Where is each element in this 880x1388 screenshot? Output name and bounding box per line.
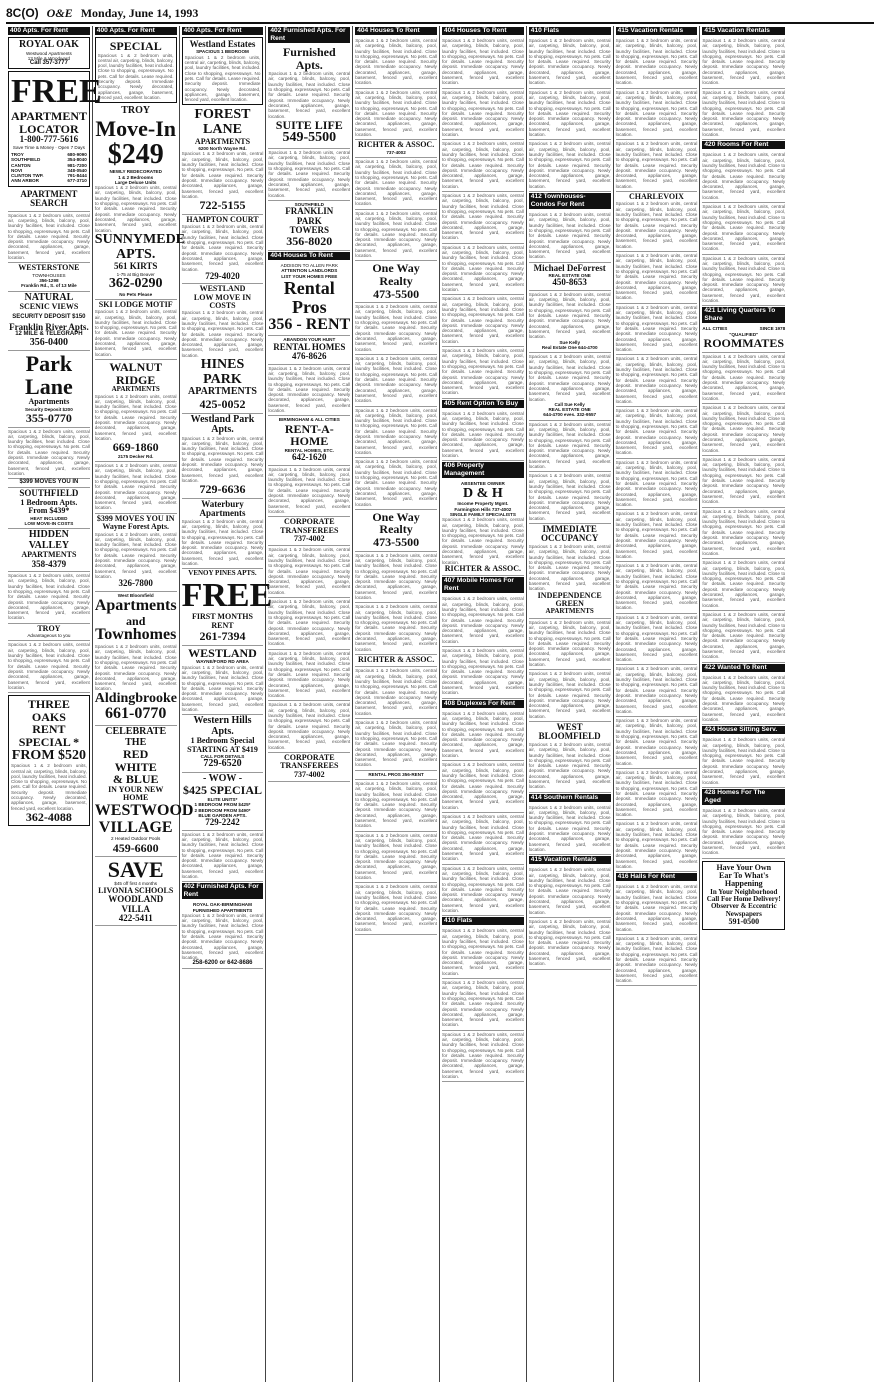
ad-text: Spacious 1 & 2 bedroom units, central air, carpeting, blinds, balcony, pool, laundry facilities, heat included. Close to shopping, expressways. No pets. Call for details. Lease required. Security deposit. Immediate occupancy. Newly decorated, appliances, garage, basement, fenced yard, excellent location. [355, 37, 437, 89]
ad-richter: RICHTER & ASSOC. 737-4002 [355, 140, 437, 158]
section-header: 428 Homes For The Aged [702, 789, 785, 805]
ad-southfield: SOUTHFIELD 1 Bedroom Apts. From $439* HEAT INCLUDED LOW MOVE-IN COSTS [8, 488, 90, 529]
ad-charlevoix: CHARLEVOIX Spacious 1 & 2 bedroom units, central air, carpeting, blinds, balcony, pool, laundry facilities, heat included. Close to shopping, expressways. No pets. Call for details. Lease required. Security deposit. Immediate occupancy. Newly decorated, appliances, garage, basement, fenced yard, excellent location. [616, 192, 698, 252]
ad-text: Spacious 1 & 2 bedroom units, central air, carpeting, blinds, balcony, pool, laundry facilities, heat included. Close to shopping, expressways. No pets. Call for details. Lease required. Security deposit. Immediate occupancy. Newly decorated, appliances, garage, basement, fenced yard, excellent location. [616, 510, 698, 562]
column-9 [700, 26, 787, 1382]
column-7 [527, 26, 614, 1382]
section-header: 405 Rent Option To Buy [442, 400, 524, 408]
ad-text: Spacious 1 & 2 bedroom units, central air, carpeting, blinds, balcony, pool, laundry facilities, heat included. Close to shopping, expressways. No pets. Call for details. Lease required. Security deposit. Immediate occupancy. Newly decorated, appliances, garage, basement, fenced yard, excellent location. [355, 355, 437, 407]
ad-text: Spacious 1 & 2 bedroom units, central air, carpeting, blinds, balcony, pool, laundry facilities, heat included. Close to shopping, expressways. No pets. Call for details. Lease required. Security deposit. Immediate occupancy. Newly decorated, appliances, garage, basement, fenced yard, excellent location. [529, 866, 611, 918]
ad-text: Spacious 1 & 2 bedroom units, central air, carpeting, blinds, balcony, pool, laundry facilities, heat included. Close to shopping, expressways. No pets. Call for details. Lease required. Security deposit. Immediate occupancy. Newly decorated, appliances, garage, basement, fenced yard, excellent location. [702, 736, 785, 788]
ad-text: Spacious 1 & 2 bedroom units, central air, carpeting, blinds, balcony, pool, laundry facilities, heat included. Close to shopping, expressways. No pets. Call for details. Lease required. Security deposit. Immediate occupancy. Newly decorated, appliances, garage, basement, fenced yard, excellent location. [616, 769, 698, 821]
ad-westland-wayne: WESTLAND WAYNE/FORD RD AREA Spacious 1 & 2 bedroom units, central air, carpeting, blinds, balcony, pool, laundry facilities, heat included. Close to shopping, expressways. No pets. Call for details. Lease required. Security deposit. Immediate occupancy. Newly decorated, appliances, garage, basement, fenced yard, excellent location. [182, 646, 264, 716]
ad-text: Spacious 1 & 2 bedroom units, central air, carpeting, blinds, balcony, pool, laundry facilities, heat included. Close to shopping, expressways. No pets. Call for details. Lease required. Security deposit. Immediate occupancy. Newly decorated, appliances, garage, basement, fenced yard, excellent location. [616, 407, 698, 459]
ad-text: Spacious 1 & 2 bedroom units, central air, carpeting, blinds, balcony, pool, laundry facilities, heat included. Close to shopping, expressways. No pets. Call for details. Lease required. Security deposit. Immediate occupancy. Newly decorated, appliances, garage, basement, fenced yard, excellent location. [616, 89, 698, 141]
ad-text: Spacious 1 & 2 bedroom units, central air, carpeting, blinds, balcony, pool, laundry facilities, heat included. Close to shopping, expressways. No pets. Call for details. Lease required. Security deposit. Immediate occupancy. Newly decorated, appliances, garage, basement, fenced yard, excellent location. [702, 37, 785, 89]
section-header: 400 Apts. For Rent [8, 27, 90, 35]
section-header: 410 Flats [529, 27, 611, 35]
ad-westerstone: WESTERSTONE TOWNHOUSES 356-1298 Franklin Rd., S. of 13 Mile [8, 263, 90, 291]
ad-text: Spacious 1 & 2 bedroom units, central air, carpeting, blinds, balcony, pool, laundry facilities, heat included. Close to shopping, expressways. No pets. Call for details. Lease required. Security deposit. Immediate occupancy. Newly decorated, appliances, garage, basement, fenced yard, excellent location. [355, 458, 437, 510]
ad-west-bloomfield: WEST BLOOMFIELD Spacious 1 & 2 bedroom units, central air, carpeting, blinds, balcony, pool, laundry facilities, heat included. Close to shopping, expressways. No pets. Call for details. Lease required. Security deposit. Immediate occupancy. Newly decorated, appliances, garage, basement, fenced yard, excellent location. [529, 722, 611, 793]
ad-text: Spacious 1 & 2 bedroom units, central air, carpeting, blinds, balcony, pool, laundry facilities, heat included. Close to shopping, expressways. No pets. Call for details. Lease required. Security deposit. Immediate occupancy. Newly decorated, appliances, garage, basement, fenced yard, excellent location. [268, 466, 350, 518]
ad-westland-park: Westland Park Apts. Spacious 1 & 2 bedroom units, central air, carpeting, blinds, balcony, pool, laundry facilities, heat included. Close to shopping, expressways. No pets. Call for details. Lease required. Security deposit. Immediate occupancy. Newly decorated, appliances, garage, basement, fenced yard, excellent location. 729-6636 [182, 414, 264, 499]
paper-name: O&E [46, 6, 73, 20]
column-3 [180, 26, 273, 1382]
column-4 [266, 26, 353, 1382]
ad-text: Spacious 1 & 2 bedroom units, central air, carpeting, blinds, balcony, pool, laundry facilities, heat included. Close to shopping, expressways. No pets. Call for details. Lease required. Security deposit. Immediate occupancy. Newly decorated, appliances, garage, basement, fenced yard, excellent location. [702, 456, 785, 508]
ad-text: Spacious 1 & 2 bedroom units, central air, carpeting, blinds, balcony, pool, laundry facilities, heat included. Close to shopping, expressways. No pets. Call for details. Lease required. Security deposit. Immediate occupancy. Newly decorated, appliances, garage, basement, fenced yard, excellent location. [529, 619, 611, 671]
ad-forest-lane: FOREST LANE APARTMENTS 6200 North Wayne Rd. Spacious 1 & 2 bedroom units, central air, carpeting, blinds, balcony, pool, laundry facilities, heat included. Close to shopping, expressways. No pets. Call for details. Lease required. Security deposit. Immediate occupancy. Newly decorated, appliances, garage, basement, fenced yard, excellent location. 722-5155 [182, 107, 264, 214]
ad-text: Spacious 1 & 2 bedroom units, central air, carpeting, blinds, balcony, pool, laundry facilities, heat included. Close to shopping, expressways. No pets. Call for details. Lease required. Security deposit. Immediate occupancy. Newly decorated, appliances, garage, basement, fenced yard, excellent location. [355, 89, 437, 141]
ad-text: Spacious 1 & 2 bedroom units, central air, carpeting, blinds, balcony, pool, laundry facilities, heat included. Close to shopping, expressways. No pets. Call for details. Lease required. Security deposit. Immediate occupancy. Newly decorated, appliances, garage, basement, fenced yard, excellent location. [8, 641, 90, 693]
ad-text: Spacious 1 & 2 bedroom units, central air, carpeting, blinds, balcony, pool, laundry facilities, heat included. Close to shopping, expressways. No pets. Call for details. Lease required. Security deposit. Immediate occupancy. Newly decorated, appliances, garage, basement, fenced yard, excellent location. [616, 883, 698, 935]
ad-text: Spacious 1 & 2 bedroom units, central air, carpeting, blinds, balcony, pool, laundry facilities, heat included. Close to shopping, expressways. No pets. Call for details. Lease required. Security deposit. Immediate occupancy. Newly decorated, appliances, garage, basement, fenced yard, excellent location. [442, 140, 524, 192]
ad-text: Spacious 1 & 2 bedroom units, central air, carpeting, blinds, balcony, pool, laundry facilities, heat included. Close to shopping, expressways. No pets. Call for details. Lease required. Security deposit. Immediate occupancy. Newly decorated, appliances, garage, basement, fenced yard, excellent location. [702, 807, 785, 859]
ad-text: Spacious 1 & 2 bedroom units, central air, carpeting, blinds, balcony, pool, laundry facilities, heat included. Close to shopping, expressways. No pets. Call for details. Lease required. Security deposit. Immediate occupancy. Newly decorated, appliances, garage, basement, fenced yard, excellent location. [355, 667, 437, 719]
section-header: 400 Apts. For Rent [182, 27, 264, 35]
ad-sue-kelly: Spacious 1 & 2 bedroom units, central air, carpeting, blinds, balcony, pool, laundry facilities, heat included. Close to shopping, expressways. No pets. Call for details. Lease required. Security deposit. Immediate occupancy. Newly decorated, appliances, garage, basement, fenced yard, excellent location. Sue Kelly Real Estate One 644-4700 [529, 291, 611, 353]
ad-text: Spacious 1 & 2 bedroom units, central air, carpeting, blinds, balcony, pool, laundry facilities, heat included. Close to shopping, expressways. No pets. Call for details. Lease required. Security deposit. Immediate occupancy. Newly decorated, appliances, garage, basement, fenced yard, excellent location. [268, 149, 350, 201]
ad-text: Spacious 1 & 2 bedroom units, central air, carpeting, blinds, balcony, pool, laundry facilities, heat included. Close to shopping, expressways. No pets. Call for details. Lease required. Security deposit. Immediate occupancy. Newly decorated, appliances, garage, basement, fenced yard, excellent location. [268, 546, 350, 598]
section-header: 416 Halls For Rent [616, 873, 698, 881]
ad-text: Spacious 1 & 2 bedroom units, central air, carpeting, blinds, balcony, pool, laundry facilities, heat included. Close to shopping, expressways. No pets. Call for details. Lease required. Security deposit. Immediate occupancy. Newly decorated, appliances, garage, basement, fenced yard, excellent location. [442, 813, 524, 865]
ad-text: Spacious 1 & 2 bedroom units, central air, carpeting, blinds, balcony, pool, laundry facilities, heat included. Close to shopping, expressways. No pets. Call for details. Lease required. Security deposit. Immediate occupancy. Newly decorated, appliances, garage, basement, fenced yard, excellent location. [268, 598, 350, 650]
ad-text: Spacious 1 & 2 bedroom units, central air, carpeting, blinds, balcony, pool, laundry facilities, heat included. Close to shopping, expressways. No pets. Call for details. Lease required. Security deposit. Immediate occupancy. Newly decorated, appliances, garage, basement, fenced yard, excellent location. [355, 780, 437, 832]
list-item: CLINTON TWP. 791-8444 [11, 173, 87, 179]
ad-text: Spacious 1 & 2 bedroom units, central air, carpeting, blinds, balcony, pool, laundry facilities, heat included. Close to shopping, expressways. No pets. Call for details. Lease required. Security deposit. Immediate occupancy. Newly decorated, appliances, garage, basement, fenced yard, excellent location. [442, 244, 524, 296]
ad-text: Spacious 1 & 2 bedroom units, central air, carpeting, blinds, balcony, pool, laundry facilities, heat included. Close to shopping, expressways. No pets. Call for details. Lease required. Security deposit. Immediate occupancy. Newly decorated, appliances, garage, basement, fenced yard, excellent location. [529, 89, 611, 141]
issue-date: Monday, June 14, 1993 [80, 6, 199, 20]
column-1 [6, 26, 102, 1382]
list-item: SOUTHFIELD 354-8040 [11, 157, 87, 163]
ad-text: Spacious 1 & 2 bedroom units, central air, carpeting, blinds, balcony, pool, laundry facilities, heat included. Close to shopping, expressways. No pets. Call for details. Lease required. Security deposit. Immediate occupancy. Newly decorated, appliances, garage, basement, fenced yard, excellent location. [95, 462, 177, 514]
ad-text: Spacious 1 & 2 bedroom units, central air, carpeting, blinds, balcony, pool, laundry facilities, heat included. Close to shopping, expressways. No pets. Call for details. Lease required. Security deposit. Immediate occupancy. Newly decorated, appliances, garage, basement, fenced yard, excellent location. [442, 865, 524, 917]
section-header: 404 Houses To Rent [442, 27, 524, 35]
ad-text: Spacious 1 & 2 bedroom units, central air, carpeting, blinds, balcony, pool, laundry facilities, heat included. Close to shopping, expressways. No pets. Call for details. Lease required. Security deposit. Immediate occupancy. Newly decorated, appliances, garage, basement, fenced yard, excellent location. [702, 674, 785, 726]
ad-text: Spacious 1 & 2 bedroom units, central air, carpeting, blinds, balcony, pool, laundry facilities, heat included. Close to shopping, expressways. No pets. Call for details. Lease required. Security deposit. Immediate occupancy. Newly decorated, appliances, garage, basement, fenced yard, excellent location. [529, 472, 611, 524]
ad-text: Spacious 1 & 2 bedroom units, central air, carpeting, blinds, balcony, pool, laundry facilities, heat included. Close to shopping, expressways. No pets. Call for details. Lease required. Security deposit. Immediate occupancy. Newly decorated, appliances, garage, basement, fenced yard, excellent location. [616, 252, 698, 304]
ad-text: Spacious 1 & 2 bedroom units, central air, carpeting, blinds, balcony, pool, laundry facilities, heat included. Close to shopping, expressways. No pets. Call for details. Lease required. Security deposit. Immediate occupancy. Newly decorated, appliances, garage, basement, fenced yard, excellent location. [442, 192, 524, 244]
ad-text: Spacious 1 & 2 bedroom units, central air, carpeting, blinds, balcony, pool, laundry facilities, heat included. Close to shopping, expressways. No pets. Call for details. Lease required. Security deposit. Immediate occupancy. Newly decorated, appliances, garage, basement, fenced yard, excellent location. [702, 255, 785, 307]
ad-park-lane: Park Lane Apartments Security Deposit $200 355-0770 [8, 351, 90, 427]
ad-hampton-court: HAMPTON COURT Spacious 1 & 2 bedroom units, central air, carpeting, blinds, balcony, pool, laundry facilities, heat included. Close to shopping, expressways. No pets. Call for details. Lease required. Security deposit. Immediate occupancy. Newly decorated, appliances, garage, basement, fenced yard, excellent location. 729-4020 [182, 215, 264, 285]
column-2 [93, 26, 194, 1382]
ad-text: Spacious 1 & 2 bedroom units, central air, carpeting, blinds, balcony, pool, laundry facilities, heat included. Close to shopping, expressways. No pets. Call for details. Lease required. Security deposit. Immediate occupancy. Newly decorated, appliances, garage, basement, fenced yard, excellent location. [442, 595, 524, 647]
ad-corporate-transferees-2: CORPORATE TRANSFEREES 737-4002 [268, 753, 350, 782]
ad-text: Spacious 1 & 2 bedroom units, central air, carpeting, blinds, balcony, pool, laundry facilities, heat included. Close to shopping, expressways. No pets. Call for details. Lease required. Security deposit. Immediate occupancy. Newly decorated, appliances, garage, basement, fenced yard, excellent location. [355, 407, 437, 459]
ad-text: Spacious 1 & 2 bedroom units, central air, carpeting, blinds, balcony, pool, laundry facilities, heat included. Close to shopping, expressways. No pets. Call for details. Lease required. Security deposit. Immediate occupancy. Newly decorated, appliances, garage, basement, fenced yard, excellent location. [442, 647, 524, 699]
ad-dh-income-property: ABSENTEE OWNER D & H Income Property Mgmt. Farmington Hills 737-4002 SINGLE FAMILY SPECIALISTS Spacious 1 & 2 bedroom units, central air, carpeting, blinds, balcony, pool, laundry facilities, heat included. Close to shopping, expressways. No pets. Call for details. Lease required. Security deposit. Immediate occupancy. Newly decorated, appliances, garage, basement, fenced yard, excellent location. RICHTER & ASSOC. [442, 480, 524, 576]
section-header: 424 House Sitting Serv. [702, 726, 785, 734]
ad-text: Spacious 1 & 2 bedroom units, central air, carpeting, blinds, balcony, pool, laundry facilities, heat included. Close to shopping, expressways. No pets. Call for details. Lease required. Security deposit. Immediate occupancy. Newly decorated, appliances, garage, basement, fenced yard, excellent location. [355, 552, 437, 604]
ad-roommates: ALL CITIES SINCE 1978 "QUALIFIED" ROOMMATES [702, 325, 785, 352]
ad-text: Spacious 1 & 2 bedroom units, central air, carpeting, blinds, balcony, pool, laundry facilities, heat included. Close to shopping, expressways. No pets. Call for details. Lease required. Security deposit. Immediate occupancy. Newly decorated, appliances, garage, basement, fenced yard, excellent location. [442, 295, 524, 347]
ad-royal-oak: ROYAL OAK Westwood Apartments 13 Mile & Woodward Call 357-3777 [8, 37, 90, 69]
ad-text: Spacious 1 & 2 bedroom units, central air, carpeting, blinds, balcony, pool, laundry facilities, heat included. Close to shopping, expressways. No pets. Call for details. Lease required. Security deposit. Immediate occupancy. Newly decorated, appliances, garage, basement, fenced yard, excellent location. [529, 211, 611, 263]
ad-text: Spacious 1 & 2 bedroom units, central air, carpeting, blinds, balcony, pool, laundry facilities, heat included. Close to shopping, expressways. No pets. Call for details. Lease required. Security deposit. Immediate occupancy. Newly decorated, appliances, garage, basement, fenced yard, excellent location. [529, 140, 611, 192]
ad-hines-park: WESTLAND LOW MOVE IN COSTS Spacious 1 & 2 bedroom units, central air, carpeting, blinds, balcony, pool, laundry facilities, heat included. Close to shopping, expressways. No pets. Call for details. Lease required. Security deposit. Immediate occupancy. Newly decorated, appliances, garage, basement, fenced yard, excellent location. HINES PARK APARTMENTS 425-0052 [182, 284, 264, 413]
list-item: TROY 680-9090 [11, 152, 87, 157]
ad-apartment-search: APARTMENT SEARCH [8, 189, 90, 212]
ad-suite-life: Furnished Apts. Spacious 1 & 2 bedroom units, central air, carpeting, blinds, balcony, pool, laundry facilities, heat included. Close to shopping, expressways. No pets. Call for details. Lease required. Security deposit. Immediate occupancy. Newly decorated, appliances, garage, basement, fenced yard, excellent location. SUITE LIFE 549-5500 [268, 45, 350, 149]
ad-text: Spacious 1 & 2 bedroom units, central air, carpeting, blinds, balcony, pool, laundry facilities, heat included. Close to shopping, expressways. No pets. Call for details. Lease required. Security deposit. Immediate occupancy. Newly decorated, appliances, garage, basement, fenced yard, excellent location. [442, 89, 524, 141]
ad-sue-kelly-2: Spacious 1 & 2 bedroom units, central air, carpeting, blinds, balcony, pool, laundry facilities, heat included. Close to shopping, expressways. No pets. Call for details. Lease required. Security deposit. Immediate occupancy. Newly decorated, appliances, garage, basement, fenced yard, excellent location. Call Sue Kelly REAL ESTATE ONE 644-4700 eves. 332-9557 [529, 353, 611, 421]
list-item: NOVI 348-0540 [11, 167, 87, 173]
list-item: ANN ARBOR 677-3710 [11, 178, 87, 184]
ad-text: Spacious 1 & 2 bedroom units, central air, carpeting, blinds, balcony, pool, laundry facilities, heat included. Close to shopping, expressways. No pets. Call for details. Lease required. Security deposit. Immediate occupancy. Newly decorated, appliances, garage, basement, fenced yard, excellent location. [702, 611, 785, 663]
ad-independence-green: IMMEDIATE OCCUPANCY Spacious 1 & 2 bedroom units, central air, carpeting, blinds, balcony, pool, laundry facilities, heat included. Close to shopping, expressways. No pets. Call for details. Lease required. Security deposit. Immediate occupancy. Newly decorated, appliances, garage, basement, fenced yard, excellent location. INDEPENDENCE GREEN APARTMENTS [529, 524, 611, 619]
ad-west-bloomfield: West Bloomfield Apartments and Townhomes Spacious 1 & 2 bedroom units, central air, carpeting, blinds, balcony, pool, laundry facilities, heat included. Close to shopping, expressways. No pets. Call for details. Lease required. Security deposit. Immediate occupancy. Newly decorated, appliances, garage, basement, fenced yard, excellent location. Aldingbrooke 661-0770 [95, 592, 177, 727]
ad-wow-special: - WOW - $425 SPECIAL ELITE UNITS* 1 BEDROOM FROM $425* 2 BEDROOM FROM $490* BLUE GARDEN APTS. 729-2242 [182, 773, 264, 831]
ad-ski-lodge: SKI LODGE MOTIF Spacious 1 & 2 bedroom units, central air, carpeting, blinds, balcony, pool, laundry facilities, heat included. Close to shopping, expressways. No pets. Call for details. Lease required. Security deposit. Immediate occupancy. Newly decorated, appliances, garage, basement, fenced yard, excellent location. [95, 300, 177, 360]
ad-text: Spacious 1 & 2 bedroom units, central air, carpeting, blinds, balcony, pool, laundry facilities, heat included. Close to shopping, expressways. No pets. Call for details. Lease required. Security deposit. Immediate occupancy. Newly decorated, appliances, garage, basement, fenced yard, excellent location. [616, 304, 698, 356]
ad-corporate-transferees: CORPORATE TRANSFEREES 737-4002 [268, 517, 350, 546]
section-header: 407 Mobile Homes For Rent [442, 577, 524, 593]
ad-text: Spacious 1 & 2 bedroom units, central air, carpeting, blinds, balcony, pool, laundry facilities, heat included. Close to shopping, expressways. No pets. Call for details. Lease required. Security deposit. Immediate occupancy. Newly decorated, appliances, garage, basement, fenced yard, excellent location. [616, 355, 698, 407]
ad-text: Spacious 1 & 2 bedroom units, central air, carpeting, blinds, balcony, pool, laundry facilities, heat included. Close to shopping, expressways. No pets. Call for details. Lease required. Security deposit. Immediate occupancy. Newly decorated, appliances, garage, basement, fenced yard, excellent location. [616, 614, 698, 666]
classified-columns [6, 26, 874, 1382]
page-number: 8C(O) [6, 6, 39, 20]
ad-westwood-village: CELEBRATE THE RED WHITE & BLUE IN YOUR NEW HOME WESTWOOD VILLAGE 2 Heated Outdoor Pools 459-6600 [95, 726, 177, 857]
ad-rental-pros-short: RENTAL PROS 356-RENT [355, 771, 437, 780]
ad-text: Spacious 1 & 2 bedroom units, central air, carpeting, blinds, balcony, pool, laundry facilities, heat included. Close to shopping, expressways. No pets. Call for details. Lease required. Security deposit. Immediate occupancy. Newly decorated, appliances, garage, basement, fenced yard, excellent location. [616, 665, 698, 717]
section-header: 415 Vacation Rentals [616, 27, 698, 35]
ad-text: Spacious 1 & 2 bedroom units, central air, carpeting, blinds, balcony, pool, laundry facilities, heat included. Close to shopping, expressways. No pets. Call for details. Lease required. Security deposit. Immediate occupancy. Newly decorated, appliances, garage, basement, fenced yard, excellent location. [529, 670, 611, 722]
section-header: 402 Furnished Apts. For Rent [182, 883, 264, 899]
column-8 [614, 26, 701, 1382]
ad-text: Spacious 1 & 2 bedroom units, central air, carpeting, blinds, balcony, pool, laundry facilities, heat included. Close to shopping, expressways. No pets. Call for details. Lease required. Security deposit. Immediate occupancy. Newly decorated, appliances, garage, basement, fenced yard, excellent location. [442, 410, 524, 462]
masthead [6, 6, 874, 24]
ad-one-way-realty-2: One Way Realty 473-5500 [355, 510, 437, 552]
ad-text: Spacious 1 & 2 bedroom units, central air, carpeting, blinds, balcony, pool, laundry facilities, heat included. Close to shopping, expressways. No pets. Call for details. Lease required. Security deposit. Immediate occupancy. Newly decorated, appliances, garage, basement, fenced yard, excellent location. [529, 37, 611, 89]
ad-rental-pros: ADDISON TO ALLEN PARK ATTENTION LANDLORDS LIST YOUR HOMES FREE Rental Pros 356 - RENT [268, 262, 350, 336]
ad-text: Spacious 1 & 2 bedroom units, central air, carpeting, blinds, balcony, pool, laundry facilities, heat included. Close to shopping, expressways. No pets. Call for details. Lease required. Security deposit. Immediate occupancy. Newly decorated, appliances, garage, basement, fenced yard, excellent location. [529, 804, 611, 856]
ad-rent-a-home: BIRMINGHAM & ALL CITIES RENT-A-HOME RENTAL HOMES, ETC. 642-1620 [268, 416, 350, 465]
section-header: 404 Houses To Rent [355, 27, 437, 35]
ad-text: Spacious 1 & 2 bedroom units, central air, carpeting, blinds, balcony, pool, laundry facilities, heat included. Close to shopping, expressways. No pets. Call for details. Lease required. Security deposit. Immediate occupancy. Newly decorated, appliances, garage, basement, fenced yard, excellent location. [268, 365, 350, 417]
ad-troy: TROY Advantageous to you [8, 624, 90, 642]
ad-rental-homes: ABANDON YOUR HUNT RENTAL HOMES 476-8626 [268, 336, 350, 364]
ad-franklin-park-towers: SOUTHFIELD FRANKLIN PARK TOWERS 356-8020 [268, 201, 350, 251]
ad-text: Spacious 1 & 2 bedroom units, central air, carpeting, blinds, balcony, pool, laundry facilities, heat included. Close to shopping, expressways. No pets. Call for details. Lease required. Security deposit. Immediate occupancy. Newly decorated, appliances, garage, basement, fenced yard, excellent location. [182, 831, 264, 883]
ad-text: Spacious 1 & 2 bedroom units, central air, carpeting, blinds, balcony, pool, laundry facilities, heat included. Close to shopping, expressways. No pets. Call for details. Lease required. Security deposit. Immediate occupancy. Newly decorated, appliances, garage, basement, fenced yard, excellent location. [8, 572, 90, 624]
ad-text: Spacious 1 & 2 bedroom units, central air, carpeting, blinds, balcony, pool, laundry facilities, heat included. Close to shopping, expressways. No pets. Call for details. Lease required. Security deposit. Immediate occupancy. Newly decorated, appliances, garage, basement, fenced yard, excellent location. [442, 37, 524, 89]
ad-walnut-ridge: WALNUT RIDGE APARTMENTS Spacious 1 & 2 bedroom units, central air, carpeting, blinds, balcony, pool, laundry facilities, heat included. Close to shopping, expressways. No pets. Call for details. Lease required. Security deposit. Immediate occupancy. Newly decorated, appliances, garage, basement, fenced yard, excellent location. 669-1860 2175 Decker Rd. [95, 360, 177, 462]
ad-westland-estates: Westland Estates SPACIOUS 1 BEDROOM Spacious 1 & 2 bedroom units, central air, carpeting, blinds, balcony, pool, laundry facilities, heat included. Close to shopping, expressways. No pets. Call for details. Lease required. Security deposit. Immediate occupancy. Newly decorated, appliances, garage, basement, fenced yard, excellent location. [182, 37, 264, 105]
ad-text: Spacious 1 & 2 bedroom units, central air, carpeting, blinds, balcony, pool, laundry facilities, heat included. Close to shopping, expressways. No pets. Call for details. Lease required. Security deposit. Immediate occupancy. Newly decorated, appliances, garage, basement, fenced yard, excellent location. [616, 820, 698, 872]
ad-wayne-forest: $399 MOVES YOU IN Wayne Forest Apts. Spacious 1 & 2 bedroom units, central air, carpeting, blinds, balcony, pool, laundry facilities, heat included. Close to shopping, expressways. No pets. Call for details. Lease required. Security deposit. Immediate occupancy. Newly decorated, appliances, garage, basement, fenced yard, excellent location. 326-7800 [95, 514, 177, 592]
ad-moves-you-in: $399 MOVES YOU IN [8, 479, 90, 488]
ad-text: Spacious 1 & 2 bedroom units, central air, carpeting, blinds, balcony, pool, laundry facilities, heat included. Close to shopping, expressways. No pets. Call for details. Lease required. Security deposit. Immediate occupancy. Newly decorated, appliances, garage, basement, fenced yard, excellent location. [616, 459, 698, 511]
ad-royal-oak-furnished: ROYAL OAK-BIRMINGHAM FURNISHED APARTMENTS Spacious 1 & 2 bedroom units, central air, carpeting, blinds, balcony, pool, laundry facilities, heat included. Close to shopping, expressways. No pets. Call for details. Lease required. Security deposit. Immediate occupancy. Newly decorated, appliances, garage, basement, fenced yard, excellent location. 258-6200 or 642-8686 [182, 901, 264, 969]
ad-text: Spacious 1 & 2 bedroom units, central air, carpeting, blinds, balcony, pool, laundry facilities, heat included. Close to shopping, expressways. No pets. Call for details. Lease required. Security deposit. Immediate occupancy. Newly decorated, appliances, garage, basement, fenced yard, excellent location. [616, 717, 698, 769]
section-header: 400 Apts. For Rent [95, 27, 177, 35]
ad-text: Spacious 1 & 2 bedroom units, central air, carpeting, blinds, balcony, pool, laundry facilities, heat included. Close to shopping, expressways. No pets. Call for details. Lease required. Security deposit. Immediate occupancy. Newly decorated, appliances, garage, basement, fenced yard, excellent location. [355, 303, 437, 355]
ad-michael-deforrest: Michael DeForrest REAL ESTATE ONE 450-8653 [529, 263, 611, 291]
section-header: 421 Living Quarters To Share [702, 307, 785, 323]
ad-text: Spacious 1 & 2 bedroom units, central air, carpeting, blinds, balcony, pool, laundry facilities, heat included. Close to shopping, expressways. No pets. Call for details. Lease required. Security deposit. Immediate occupancy. Newly decorated, appliances, garage, basement, fenced yard, excellent location. [355, 158, 437, 210]
section-header: 414 Southern Rentals [529, 794, 611, 802]
ad-troy-move-in: TROY Move-In $249 NEWLY REDECORATED 1 & 2 Bedrooms Large Deluxe Units Spacious 1 & 2 bedroom units, central air, carpeting, blinds, balcony, pool, laundry facilities, heat included. Close to shopping, expressways. No pets. Call for details. Lease required. Security deposit. Immediate occupancy. Newly decorated, appliances, garage, basement, fenced yard, excellent location. SUNNYMEDE APTS. 561 KIRTS 1-75 at Big Beaver 362-0290 No Pets Please [95, 105, 177, 300]
ad-text: Spacious 1 & 2 bedroom units, central air, carpeting, blinds, balcony, pool, laundry facilities, heat included. Close to shopping, expressways. No pets. Call for details. Lease required. Security deposit. Immediate occupancy. Newly decorated, appliances, garage, basement, fenced yard, excellent location. [8, 212, 90, 264]
ad-text: Spacious 1 & 2 bedroom units, central air, carpeting, blinds, balcony, pool, laundry facilities, heat included. Close to shopping, expressways. No pets. Call for details. Lease required. Security deposit. Immediate occupancy. Newly decorated, appliances, garage, basement, fenced yard, excellent location. [442, 761, 524, 813]
ad-text: Spacious 1 & 2 bedroom units, central air, carpeting, blinds, balcony, pool, laundry facilities, heat included. Close to shopping, expressways. No pets. Call for details. Lease required. Security deposit. Immediate occupancy. Newly decorated, appliances, garage, basement, fenced yard, excellent location. [702, 404, 785, 456]
ad-three-oaks: THREE OAKS RENT SPECIAL * FROM $520 Spacious 1 & 2 bedroom units, central air, carpeting, blinds, balcony, pool, laundry facilities, heat included. Close to shopping, expressways. No pets. Call for details. Lease required. Security deposit. Immediate occupancy. Newly decorated, appliances, garage, basement, fenced yard, excellent location. 362-4088 [8, 695, 90, 826]
ad-text: Spacious 1 & 2 bedroom units, central air, carpeting, blinds, balcony, pool, laundry facilities, heat included. Close to shopping, expressways. No pets. Call for details. Lease required. Security deposit. Immediate occupancy. Newly decorated, appliances, garage, basement, fenced yard, excellent location. [702, 151, 785, 203]
ad-text: Spacious 1 & 2 bedroom units, central air, carpeting, blinds, balcony, pool, laundry facilities, heat included. Close to shopping, expressways. No pets. Call for details. Lease required. Security deposit. Immediate occupancy. Newly decorated, appliances, garage, basement, fenced yard, excellent location. [268, 650, 350, 702]
ad-text: Spacious 1 & 2 bedroom units, central air, carpeting, blinds, balcony, pool, laundry facilities, heat included. Close to shopping, expressways. No pets. Call for details. Lease required. Security deposit. Immediate occupancy. Newly decorated, appliances, garage, basement, fenced yard, excellent location. [702, 508, 785, 560]
ad-waterbury: Waterbury Apartments Spacious 1 & 2 bedroom units, central air, carpeting, blinds, balcony, pool, laundry facilities, heat included. Close to shopping, expressways. No pets. Call for details. Lease required. Security deposit. Immediate occupancy. Newly decorated, appliances, garage, basement, fenced yard, excellent location. [182, 499, 264, 570]
ad-text: Spacious 1 & 2 bedroom units, central air, carpeting, blinds, balcony, pool, laundry facilities, heat included. Close to shopping, expressways. No pets. Call for details. Lease required. Security deposit. Immediate occupancy. Newly decorated, appliances, garage, basement, fenced yard, excellent location. [702, 353, 785, 405]
ad-text: Spacious 1 & 2 bedroom units, central air, carpeting, blinds, balcony, pool, laundry facilities, heat included. Close to shopping, expressways. No pets. Call for details. Lease required. Security deposit. Immediate occupancy. Newly decorated, appliances, garage, basement, fenced yard, excellent location. [442, 927, 524, 979]
ad-text: Spacious 1 & 2 bedroom units, central air, carpeting, blinds, balcony, pool, laundry facilities, heat included. Close to shopping, expressways. No pets. Call for details. Lease required. Security deposit. Immediate occupancy. Newly decorated, appliances, garage, basement, fenced yard, excellent location. [616, 562, 698, 614]
ad-text: Spacious 1 & 2 bedroom units, central air, carpeting, blinds, balcony, pool, laundry facilities, heat included. Close to shopping, expressways. No pets. Call for details. Lease required. Security deposit. Immediate occupancy. Newly decorated, appliances, garage, basement, fenced yard, excellent location. [616, 37, 698, 89]
ad-text: Spacious 1 & 2 bedroom units, central air, carpeting, blinds, balcony, pool, laundry facilities, heat included. Close to shopping, expressways. No pets. Call for details. Lease required. Security deposit. Immediate occupancy. Newly decorated, appliances, garage, basement, fenced yard, excellent location. [8, 428, 90, 480]
ad-text: Spacious 1 & 2 bedroom units, central air, carpeting, blinds, balcony, pool, laundry facilities, heat included. Close to shopping, expressways. No pets. Call for details. Lease required. Security deposit. Immediate occupancy. Newly decorated, appliances, garage, basement, fenced yard, excellent location. [616, 935, 698, 987]
ad-text: Spacious 1 & 2 bedroom units, central air, carpeting, blinds, balcony, pool, laundry facilities, heat included. Close to shopping, expressways. No pets. Call for details. Lease required. Security deposit. Immediate occupancy. Newly decorated, appliances, garage, basement, fenced yard, excellent location. [442, 979, 524, 1031]
section-header: 415 Vacation Rentals [702, 27, 785, 35]
section-header: 412 Townhouses-Condos For Rent [529, 193, 611, 209]
ad-text: Spacious 1 & 2 bedroom units, central air, carpeting, blinds, balcony, pool, laundry facilities, heat included. Close to shopping, expressways. No pets. Call for details. Lease required. Security deposit. Immediate occupancy. Newly decorated, appliances, garage, basement, fenced yard, excellent location. [442, 347, 524, 399]
section-header: 422 Wanted To Rent [702, 664, 785, 672]
city-phone-list [11, 152, 87, 184]
section-header: 404 Houses To Rent [268, 252, 350, 260]
ad-text: Spacious 1 & 2 bedroom units, central air, carpeting, blinds, balcony, pool, laundry facilities, heat included. Close to shopping, expressways. No pets. Call for details. Lease required. Security deposit. Immediate occupancy. Newly decorated, appliances, garage, basement, fenced yard, excellent location. [268, 701, 350, 753]
ad-text: Spacious 1 & 2 bedroom units, central air, carpeting, blinds, balcony, pool, laundry facilities, heat included. Close to shopping, expressways. No pets. Call for details. Lease required. Security deposit. Immediate occupancy. Newly decorated, appliances, garage, basement, fenced yard, excellent location. [355, 603, 437, 655]
ad-venoy-pines: VENOY PINES APTS. FREE FIRST MONTHS RENT 261-7394 [182, 569, 264, 645]
ad-text: Spacious 1 & 2 bedroom units, central air, carpeting, blinds, balcony, pool, laundry facilities, heat included. Close to shopping, expressways. No pets. Call for details. Lease required. Security deposit. Immediate occupancy. Newly decorated, appliances, garage, basement, fenced yard, excellent location. [616, 140, 698, 192]
section-header: 402 Furnished Apts. For Rent [268, 27, 350, 43]
ad-text: Spacious 1 & 2 bedroom units, central air, carpeting, blinds, balcony, pool, laundry facilities, heat included. Close to shopping, expressways. No pets. Call for details. Lease required. Security deposit. Immediate occupancy. Newly decorated, appliances, garage, basement, fenced yard, excellent location. [442, 1031, 524, 1083]
ad-hidden-valley: HIDDEN VALLEY APARTMENTS 358-4379 [8, 529, 90, 572]
section-header: 406 Property Management [442, 462, 524, 478]
ad-text: Spacious 1 & 2 bedroom units, central air, carpeting, blinds, balcony, pool, laundry facilities, heat included. Close to shopping, expressways. No pets. Call for details. Lease required. Security deposit. Immediate occupancy. Newly decorated, appliances, garage, basement, fenced yard, excellent location. [355, 719, 437, 771]
ad-special: SPECIAL Spacious 1 & 2 bedroom units, central air, carpeting, blinds, balcony, pool, laundry facilities, heat included. Close to shopping, expressways. No pets. Call for details. Lease required. Security deposit. Immediate occupancy. Newly decorated, appliances, garage, basement, fenced yard, excellent location. [95, 37, 177, 103]
ad-richter-2: RICHTER & ASSOC. [355, 655, 437, 667]
section-header: 415 Vacation Rentals [529, 856, 611, 864]
ad-apartment-locator: FREE APARTMENT LOCATOR 1-800-777-5616 Save Time & Money · Open 7 Days TROY 680-9090 SOUTHFIELD 354-8040 CANTON 981-7200 NOVI 348-0540 CLINTON TWP. 791-8444 ANN ARBOR 677-3710 [8, 71, 90, 186]
ad-text: Spacious 1 & 2 bedroom units, central air, carpeting, blinds, balcony, pool, laundry facilities, heat included. Close to shopping, expressways. No pets. Call for details. Lease required. Security deposit. Immediate occupancy. Newly decorated, appliances, garage, basement, fenced yard, excellent location. [529, 918, 611, 970]
section-header: 408 Duplexes For Rent [442, 700, 524, 708]
section-header: 410 Flats [442, 917, 524, 925]
section-header: 420 Rooms For Rent [702, 141, 785, 149]
ad-home-delivery: Have Your Own Ear To What's Happening In Your Neighborhood Call For Home Delivery! Observer & Eccentric Newspapers 591-0500 [702, 861, 785, 930]
column-5 [353, 26, 440, 1382]
ad-text: Spacious 1 & 2 bedroom units, central air, carpeting, blinds, balcony, pool, laundry facilities, heat included. Close to shopping, expressways. No pets. Call for details. Lease required. Security deposit. Immediate occupancy. Newly decorated, appliances, garage, basement, fenced yard, excellent location. [355, 883, 437, 935]
ad-natural-views: NATURAL SCENIC VIEWS SECURITY DEPOSIT $150 Franklin River Apts. 12 MILE & TELEGRAPH 356-0400 [8, 292, 90, 351]
list-item: CANTON 981-7200 [11, 162, 87, 168]
ad-text: Spacious 1 & 2 bedroom units, central air, carpeting, blinds, balcony, pool, laundry facilities, heat included. Close to shopping, expressways. No pets. Call for details. Lease required. Security deposit. Immediate occupancy. Newly decorated, appliances, garage, basement, fenced yard, excellent location. [702, 203, 785, 255]
ad-text: Spacious 1 & 2 bedroom units, central air, carpeting, blinds, balcony, pool, laundry facilities, heat included. Close to shopping, expressways. No pets. Call for details. Lease required. Security deposit. Immediate occupancy. Newly decorated, appliances, garage, basement, fenced yard, excellent location. [355, 210, 437, 262]
ad-text: Spacious 1 & 2 bedroom units, central air, carpeting, blinds, balcony, pool, laundry facilities, heat included. Close to shopping, expressways. No pets. Call for details. Lease required. Security deposit. Immediate occupancy. Newly decorated, appliances, garage, basement, fenced yard, excellent location. [702, 89, 785, 141]
ad-text: Spacious 1 & 2 bedroom units, central air, carpeting, blinds, balcony, pool, laundry facilities, heat included. Close to shopping, expressways. No pets. Call for details. Lease required. Security deposit. Immediate occupancy. Newly decorated, appliances, garage, basement, fenced yard, excellent location. [355, 832, 437, 884]
ad-western-hills: Western Hills Apts. 1 Bedroom Special STARTING AT $419 CALL FOR DETAILS 729-6520 [182, 715, 264, 773]
ad-text: Spacious 1 & 2 bedroom units, central air, carpeting, blinds, balcony, pool, laundry facilities, heat included. Close to shopping, expressways. No pets. Call for details. Lease required. Security deposit. Immediate occupancy. Newly decorated, appliances, garage, basement, fenced yard, excellent location. [529, 421, 611, 473]
ad-livonia-save: SAVE $45 off first 4 months LIVONIA SCHOOLS WOODLAND VILLA 422-5411 [95, 857, 177, 926]
ad-text: Spacious 1 & 2 bedroom units, central air, carpeting, blinds, balcony, pool, laundry facilities, heat included. Close to shopping, expressways. No pets. Call for details. Lease required. Security deposit. Immediate occupancy. Newly decorated, appliances, garage, basement, fenced yard, excellent location. [442, 710, 524, 762]
column-6 [440, 26, 527, 1382]
ad-one-way-realty: One Way Realty 473-5500 [355, 261, 437, 303]
ad-text: Spacious 1 & 2 bedroom units, central air, carpeting, blinds, balcony, pool, laundry facilities, heat included. Close to shopping, expressways. No pets. Call for details. Lease required. Security deposit. Immediate occupancy. Newly decorated, appliances, garage, basement, fenced yard, excellent location. [702, 559, 785, 611]
